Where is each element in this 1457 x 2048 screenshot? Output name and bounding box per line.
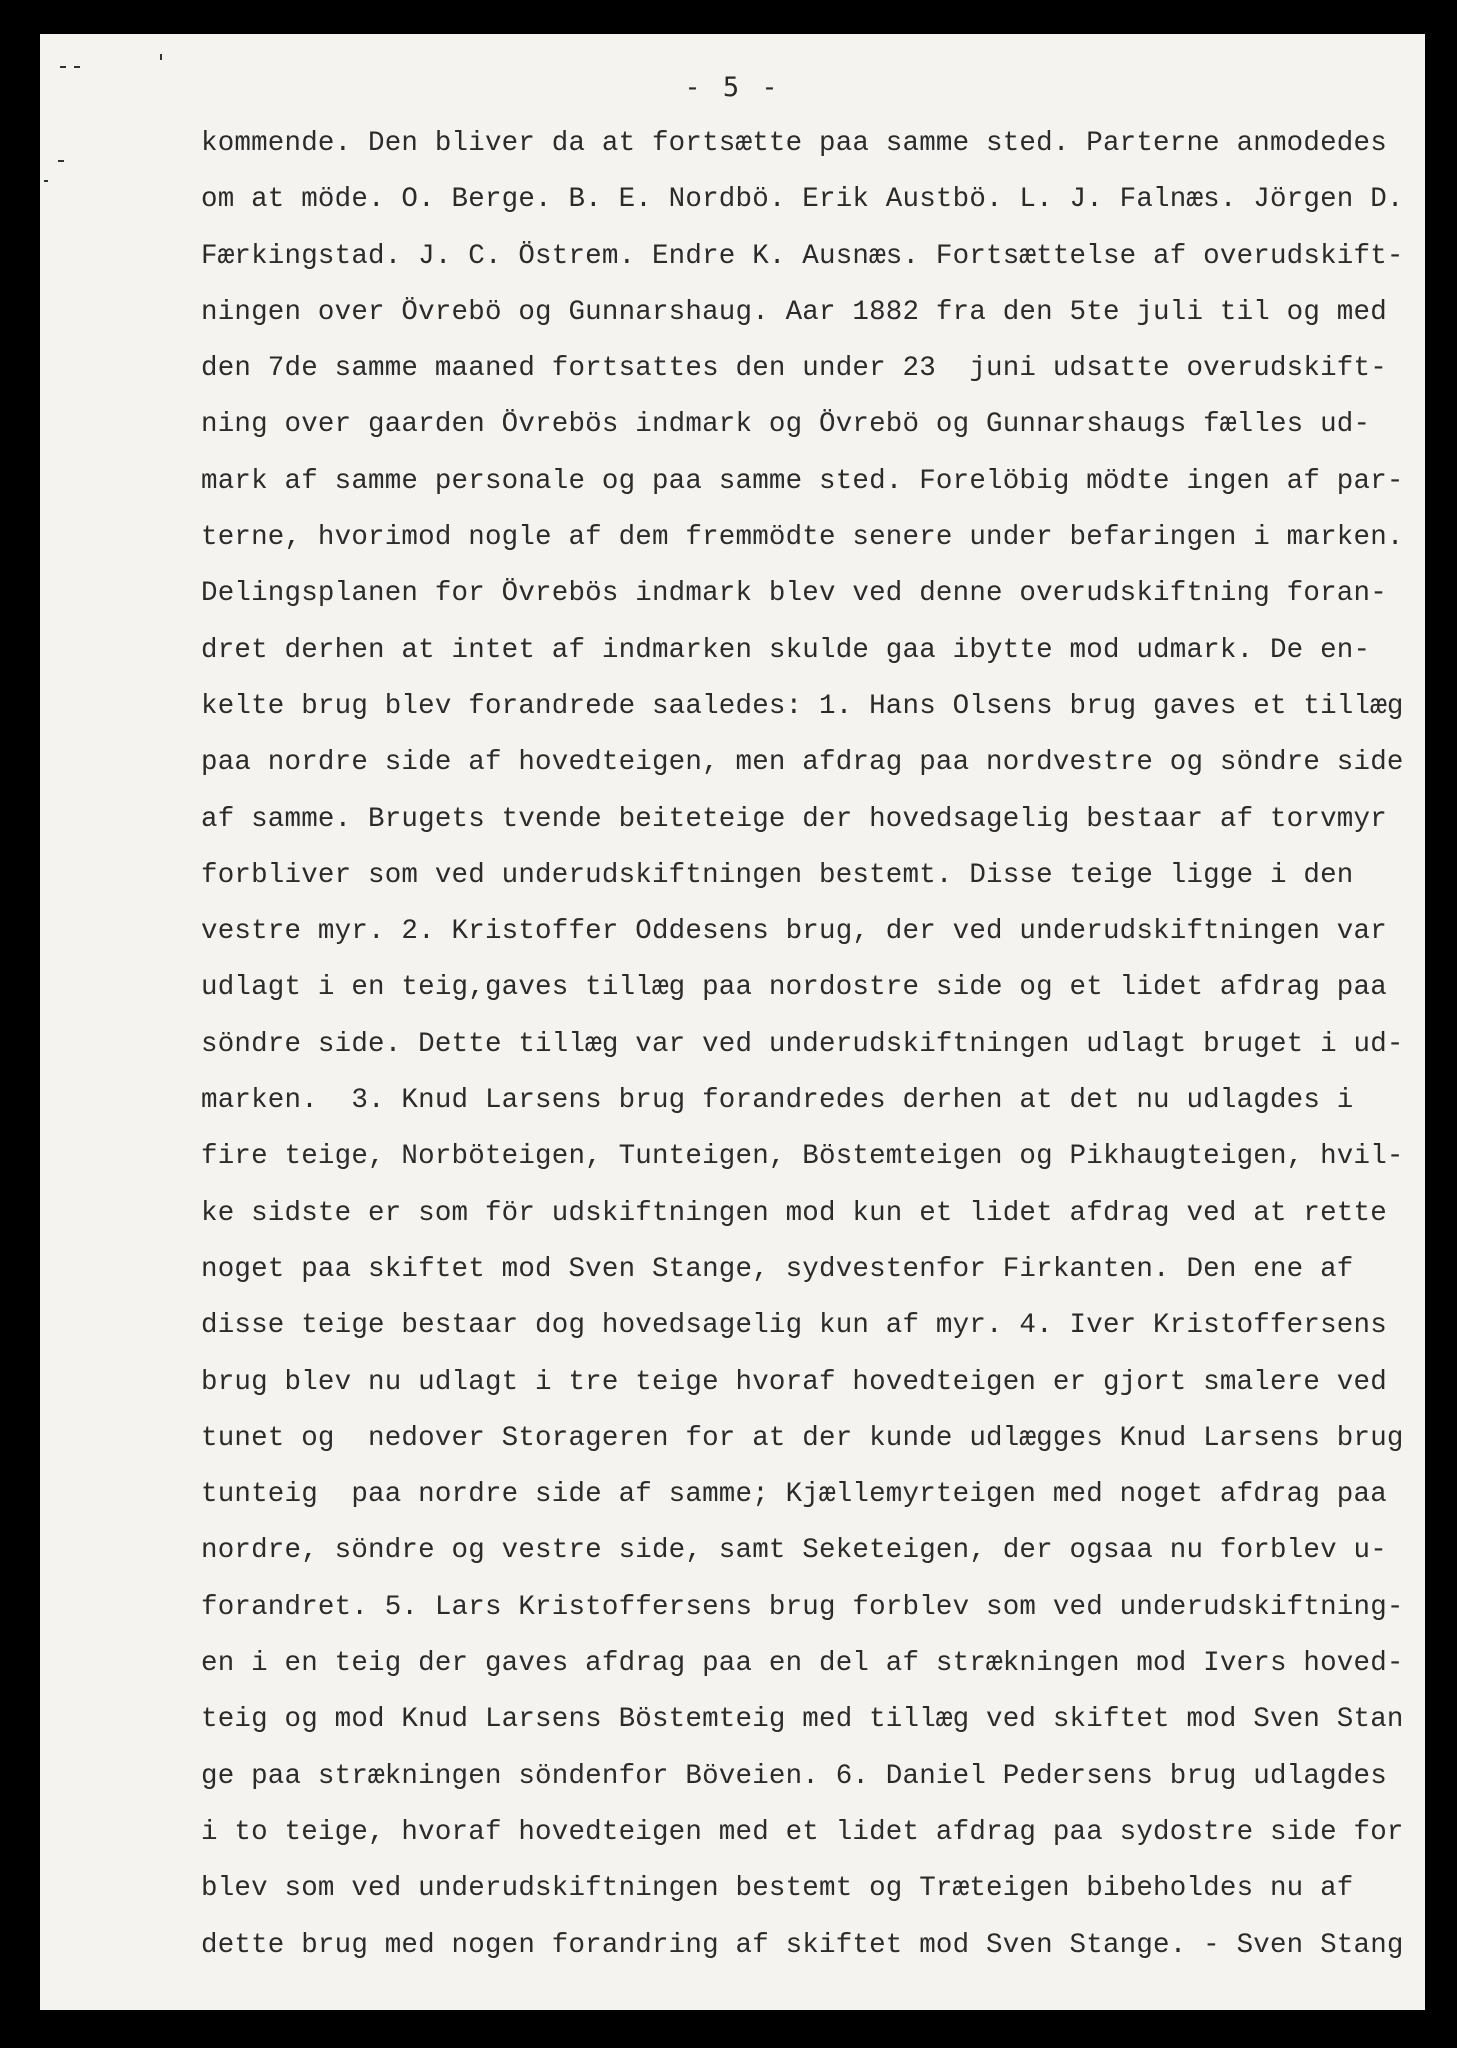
scan-mark	[58, 160, 64, 162]
scan-mark	[44, 180, 48, 182]
scan-mark	[74, 66, 80, 68]
text-line: en i en teig der gaves afdrag paa en del af strækningen mod Ivers hoved-	[201, 1648, 1404, 1680]
typewritten-text	[201, 116, 1423, 1974]
text-line: vestre myr. 2. Kristoffer Oddesens brug, der ved underudskiftningen var	[201, 916, 1387, 948]
text-line: terne, hvorimod nogle af dem fremmödte senere under befaringen i marken.	[201, 522, 1404, 554]
text-line: dette brug med nogen forandring af skiftet mod Sven Stange. - Sven Stang	[201, 1929, 1404, 1961]
text-line: Færkingstad. J. C. Östrem. Endre K. Ausnæs. Fortsættelse af overudskift-	[201, 240, 1404, 272]
text-line: ge paa strækningen söndenfor Böveien. 6. Daniel Pedersens brug udlagdes	[201, 1760, 1387, 1792]
scan-mark	[160, 54, 162, 60]
text-line: den 7de samme maaned fortsattes den under 23 juni udsatte overudskift-	[201, 353, 1387, 385]
text-line: ningen over Övrebö og Gunnarshaug. Aar 1882 fra den 5te juli til og med	[201, 296, 1387, 328]
text-line: af samme. Brugets tvende beiteteige der hovedsagelig bestaar af torvmyr	[201, 803, 1387, 835]
text-line: fire teige, Norböteigen, Tunteigen, Böstemteigen og Pikhaugteigen, hvil-	[201, 1141, 1404, 1173]
text-line: ning over gaarden Övrebös indmark og Övrebö og Gunnarshaugs fælles ud-	[201, 409, 1371, 441]
text-line: nordre, söndre og vestre side, samt Seketeigen, der ogsaa nu forblev u-	[201, 1535, 1387, 1567]
text-line: om at möde. O. Berge. B. E. Nordbö. Erik Austbö. L. J. Falnæs. Jörgen D.	[201, 184, 1404, 216]
text-line: marken. 3. Knud Larsens brug forandredes derhen at det nu udlagdes i	[201, 1085, 1354, 1117]
text-line: i to teige, hvoraf hovedteigen med et lidet afdrag paa sydostre side for	[201, 1816, 1404, 1848]
scan-mark	[60, 66, 66, 68]
text-line: mark af samme personale og paa samme sted. Forelöbig mödte ingen af par-	[201, 465, 1404, 497]
text-line: Delingsplanen for Övrebös indmark blev ved denne overudskiftning foran-	[201, 578, 1387, 610]
text-line: tunteig paa nordre side af samme; Kjællemyrteigen med noget afdrag paa	[201, 1479, 1387, 1511]
text-line: udlagt i en teig,gaves tillæg paa nordostre side og et lidet afdrag paa	[201, 972, 1387, 1004]
text-line: teig og mod Knud Larsens Böstemteig med tillæg ved skiftet mod Sven Stan	[201, 1704, 1404, 1736]
text-line: ke sidste er som för udskiftningen mod kun et lidet afdrag ved at rette	[201, 1197, 1387, 1229]
page-number: - 5 -	[684, 72, 781, 103]
text-line: blev som ved underudskiftningen bestemt og Træteigen bibeholdes nu af	[201, 1873, 1354, 1905]
text-line: kommende. Den bliver da at fortsætte paa samme sted. Parterne anmodedes	[201, 128, 1387, 159]
document-page	[40, 34, 1425, 2010]
text-line: noget paa skiftet mod Sven Stange, sydvestenfor Firkanten. Den ene af	[201, 1253, 1354, 1285]
text-line: kelte brug blev forandrede saaledes: 1. Hans Olsens brug gaves et tillæg	[201, 690, 1404, 722]
text-line: forandret. 5. Lars Kristoffersens brug forblev som ved underudskiftning-	[201, 1591, 1404, 1623]
text-line: tunet og nedover Storageren for at der kunde udlægges Knud Larsens brug	[201, 1422, 1404, 1454]
text-line: brug blev nu udlagt i tre teige hvoraf hovedteigen er gjort smalere ved	[201, 1366, 1387, 1398]
text-line: disse teige bestaar dog hovedsagelig kun af myr. 4. Iver Kristoffersens	[201, 1310, 1387, 1342]
text-line: paa nordre side af hovedteigen, men afdrag paa nordvestre og söndre side	[201, 747, 1404, 779]
text-line: söndre side. Dette tillæg var ved underudskiftningen udlagt bruget i ud-	[201, 1028, 1404, 1060]
text-line: forbliver som ved underudskiftningen bestemt. Disse teige ligge i den	[201, 859, 1354, 891]
text-line: dret derhen at intet af indmarken skulde gaa ibytte mod udmark. De en-	[201, 634, 1371, 666]
